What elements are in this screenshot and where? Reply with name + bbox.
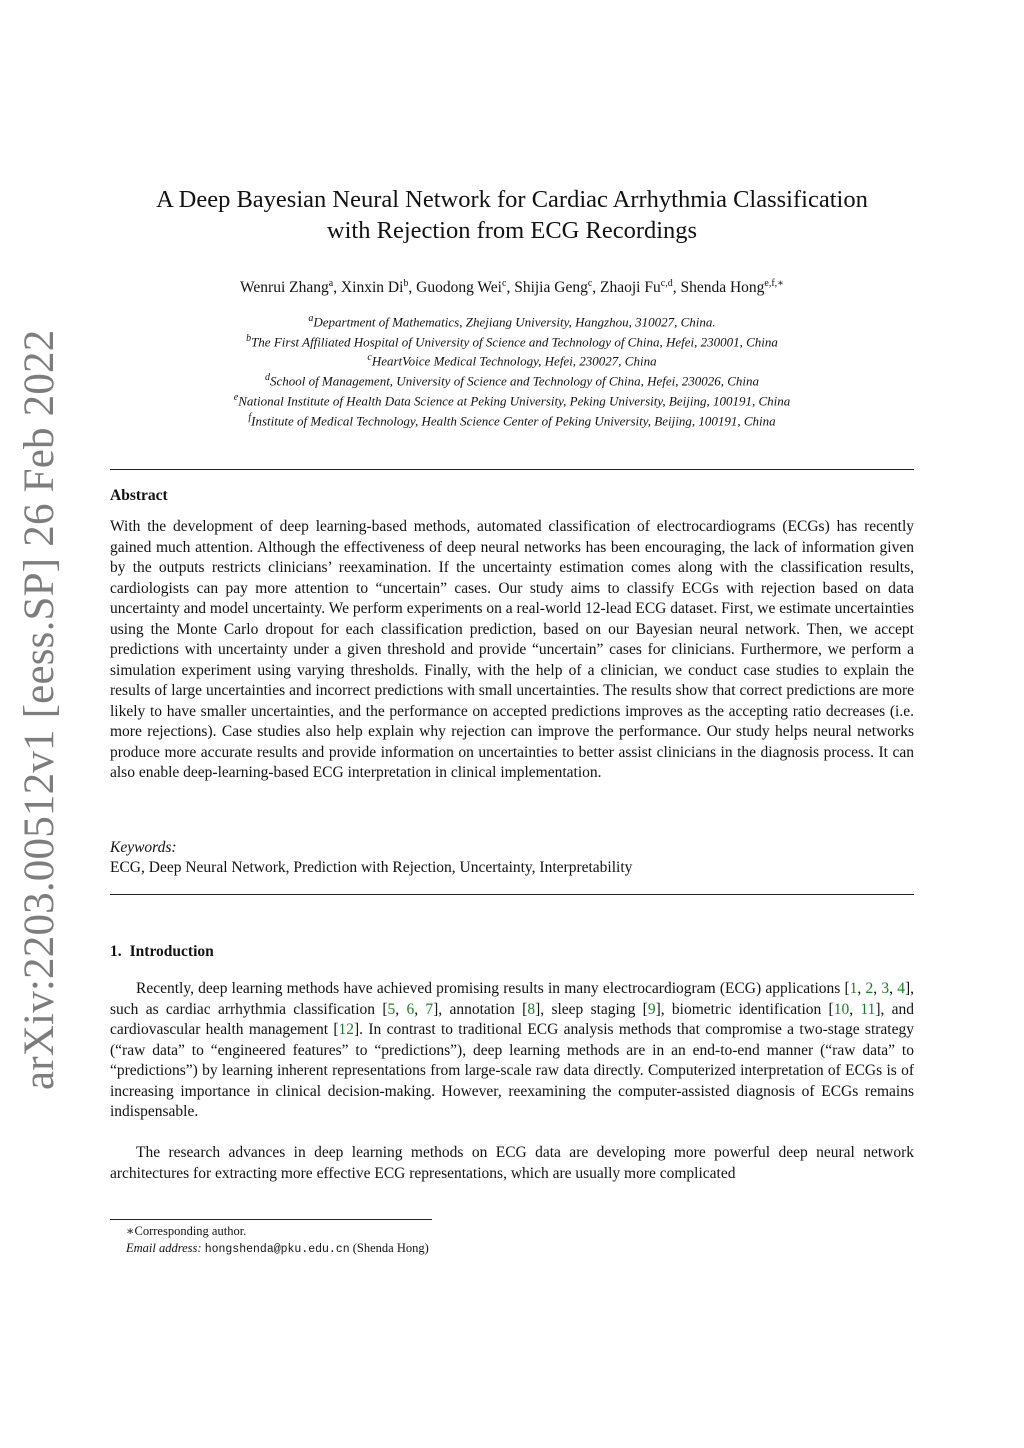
footnote-email <box>126 1240 429 1258</box>
email-label: Email address: <box>126 1241 202 1255</box>
paragraph-text: Recently, deep learning methods have achieved promising results in many electrocardiogram (ECG) applications [ <box>136 980 850 997</box>
keywords-label: Keywords: <box>110 839 177 856</box>
citation-link[interactable]: 9 <box>647 1000 656 1018</box>
citation-link[interactable]: 11 <box>860 1000 876 1018</box>
citation-link[interactable]: 8 <box>527 1000 536 1018</box>
paragraph-text: , <box>889 980 898 997</box>
paragraph-text: , <box>849 1000 861 1018</box>
email-owner: (Shenda Hong) <box>352 1241 429 1255</box>
citation-link[interactable]: 5 <box>387 1000 396 1018</box>
paragraph-text: ]. In contrast to traditional ECG analysis methods that compromise a two-stage strategy (“raw data” to “engineered features” to “predictions”), deep learning methods are in an end-to-end manner (“raw data” to “predictions”) by learning inherent representations from large-scale raw data directly. Computerized interpretation of ECGs is of increasing importance in clinical decision-making. However, reexamining the computer-assisted diagnosis of ECGs remains indispensable. <box>110 1021 914 1120</box>
footnote-rule <box>110 1219 432 1220</box>
paragraph-text: ], and cardiovascular health management [ <box>110 1000 915 1038</box>
footnote-corresponding-author: ∗Corresponding author. <box>126 1224 247 1238</box>
citation-link[interactable]: 1 <box>849 980 858 997</box>
abstract-heading: Abstract <box>110 487 168 504</box>
paper-title <box>110 184 914 246</box>
author: Wenrui Zhang$^a$ <box>240 278 334 297</box>
author: Xinxin Di$^b$ <box>340 278 409 297</box>
abstract-top-rule <box>110 469 914 470</box>
citation-link[interactable]: 4 <box>897 980 905 997</box>
introduction-paragraph-2: The research advances in deep learning methods on ECG data are developing more powerful deep neural network architectures for extracting more effective ECG representations, which are usually more complicated <box>110 1144 914 1182</box>
paragraph-text: , <box>395 1000 407 1018</box>
citation-link[interactable]: 3 <box>881 980 890 997</box>
affiliation: $^e$National Institute of Health Data Science at Peking University, Peking University, Beijing, 100191, China <box>233 391 791 409</box>
introduction-paragraph-1 <box>110 979 914 1123</box>
section-title: Introduction <box>129 943 214 960</box>
affiliation: $^b$The First Affiliated Hospital of University of Science and Technology of China, Hefei, 230001, China <box>246 332 778 350</box>
author: Guodong Wei$^c$ <box>416 278 507 297</box>
affiliation: $^c$HeartVoice Medical Technology, Hefei, 230027, China <box>367 352 657 369</box>
paragraph-text: ], annotation [ <box>433 1000 528 1018</box>
abstract-text: With the development of deep learning-based methods, automated classification of electrocardiograms (ECGs) has recently gained much attention. Although the effectiveness of deep neural networks has been encouraging, the lack of information given by the outputs restricts clinicians’ reexamination. If the uncertainty estimation comes along with the classification results, cardiologists can pay more attention to “uncertain” cases. Our study aims to classify ECGs with rejection based on data uncertainty and model uncertainty. We perform experiments on a real-world 12-lead ECG dataset. First, we estimate uncertainties using the Monte Carlo dropout for each classification prediction, based on our Bayesian neural network. Then, we accept predictions with uncertainty under a given threshold and provide “uncertain” cases for clinicians. Furthermore, we perform a simulation experiment using varying thresholds. Finally, with the help of a clinician, we conduct case studies to explain the results of large uncertainties and incorrect predictions with small uncertainties. The results show that correct predictions are more likely to have smaller uncertainties, and the performance on accepted predictions improves as the accepting ratio decreases (i.e. more rejections). Case studies also help explain why rejection can improve the performance. Our study helps neural networks produce more accurate results and provide information on uncertainties to better assist clinicians in the diagnosis process. It can also enable deep-learning-based ECG interpretation in clinical implementation. <box>110 518 914 781</box>
paragraph-text: , <box>873 980 882 997</box>
citation-link[interactable]: 12 <box>338 1021 355 1038</box>
paragraph-text: ], such as cardiac arrhythmia classification [ <box>110 980 915 1018</box>
paragraph-text: , <box>857 980 866 997</box>
author: Zhaoji Fu$^{c,d}$ <box>600 278 673 297</box>
affiliation-list <box>110 311 914 429</box>
title-line-2: with Rejection from ECG Recordings <box>326 217 698 244</box>
citation-link[interactable]: 10 <box>833 1000 850 1018</box>
affiliation: $^f$Institute of Medical Technology, Health Science Center of Peking University, Beijing, 100191, China <box>248 411 776 428</box>
keywords-list: ECG, Deep Neural Network, Prediction with Rejection, Uncertainty, Interpretability <box>110 859 633 876</box>
section-heading-introduction <box>110 943 214 961</box>
arxiv-identifier: arXiv:2203.00512v1 [eess.SP] 26 Feb 2022 <box>16 329 63 1090</box>
paragraph-text: ], biometric identification [ <box>655 1000 834 1018</box>
section-number: 1. <box>110 943 122 960</box>
abstract-bottom-rule <box>110 894 914 895</box>
affiliation: $^d$School of Management, University of Science and Technology of China, Hefei, 230026, China <box>264 372 760 389</box>
affiliation: $^a$Department of Mathematics, Zhejiang University, Hangzhou, 310027, China. <box>308 313 716 330</box>
title-line-1: A Deep Bayesian Neural Network for Cardiac Arrhythmia Classification <box>156 186 868 213</box>
paragraph-text: ], sleep staging [ <box>535 1000 648 1018</box>
paragraph-text: , <box>414 1000 426 1018</box>
author-list: Wenrui Zhang$^a$, Xinxin Di$^b$, Guodong Wei$^c$, Shijia Geng$^c$, Zhaoji Fu$^{c,d}$, Shenda Hong$^{e,f,∗}$ <box>240 278 784 297</box>
author: Shenda Hong$^{e,f,∗}$ <box>680 278 784 297</box>
citation-link[interactable]: 6 <box>406 1000 415 1018</box>
citation-link[interactable]: 7 <box>425 1000 434 1018</box>
author: Shijia Geng$^c$ <box>514 278 593 297</box>
citation-link[interactable]: 2 <box>865 980 874 997</box>
email-address[interactable]: hongshenda@pku.edu.cn <box>204 1243 350 1256</box>
